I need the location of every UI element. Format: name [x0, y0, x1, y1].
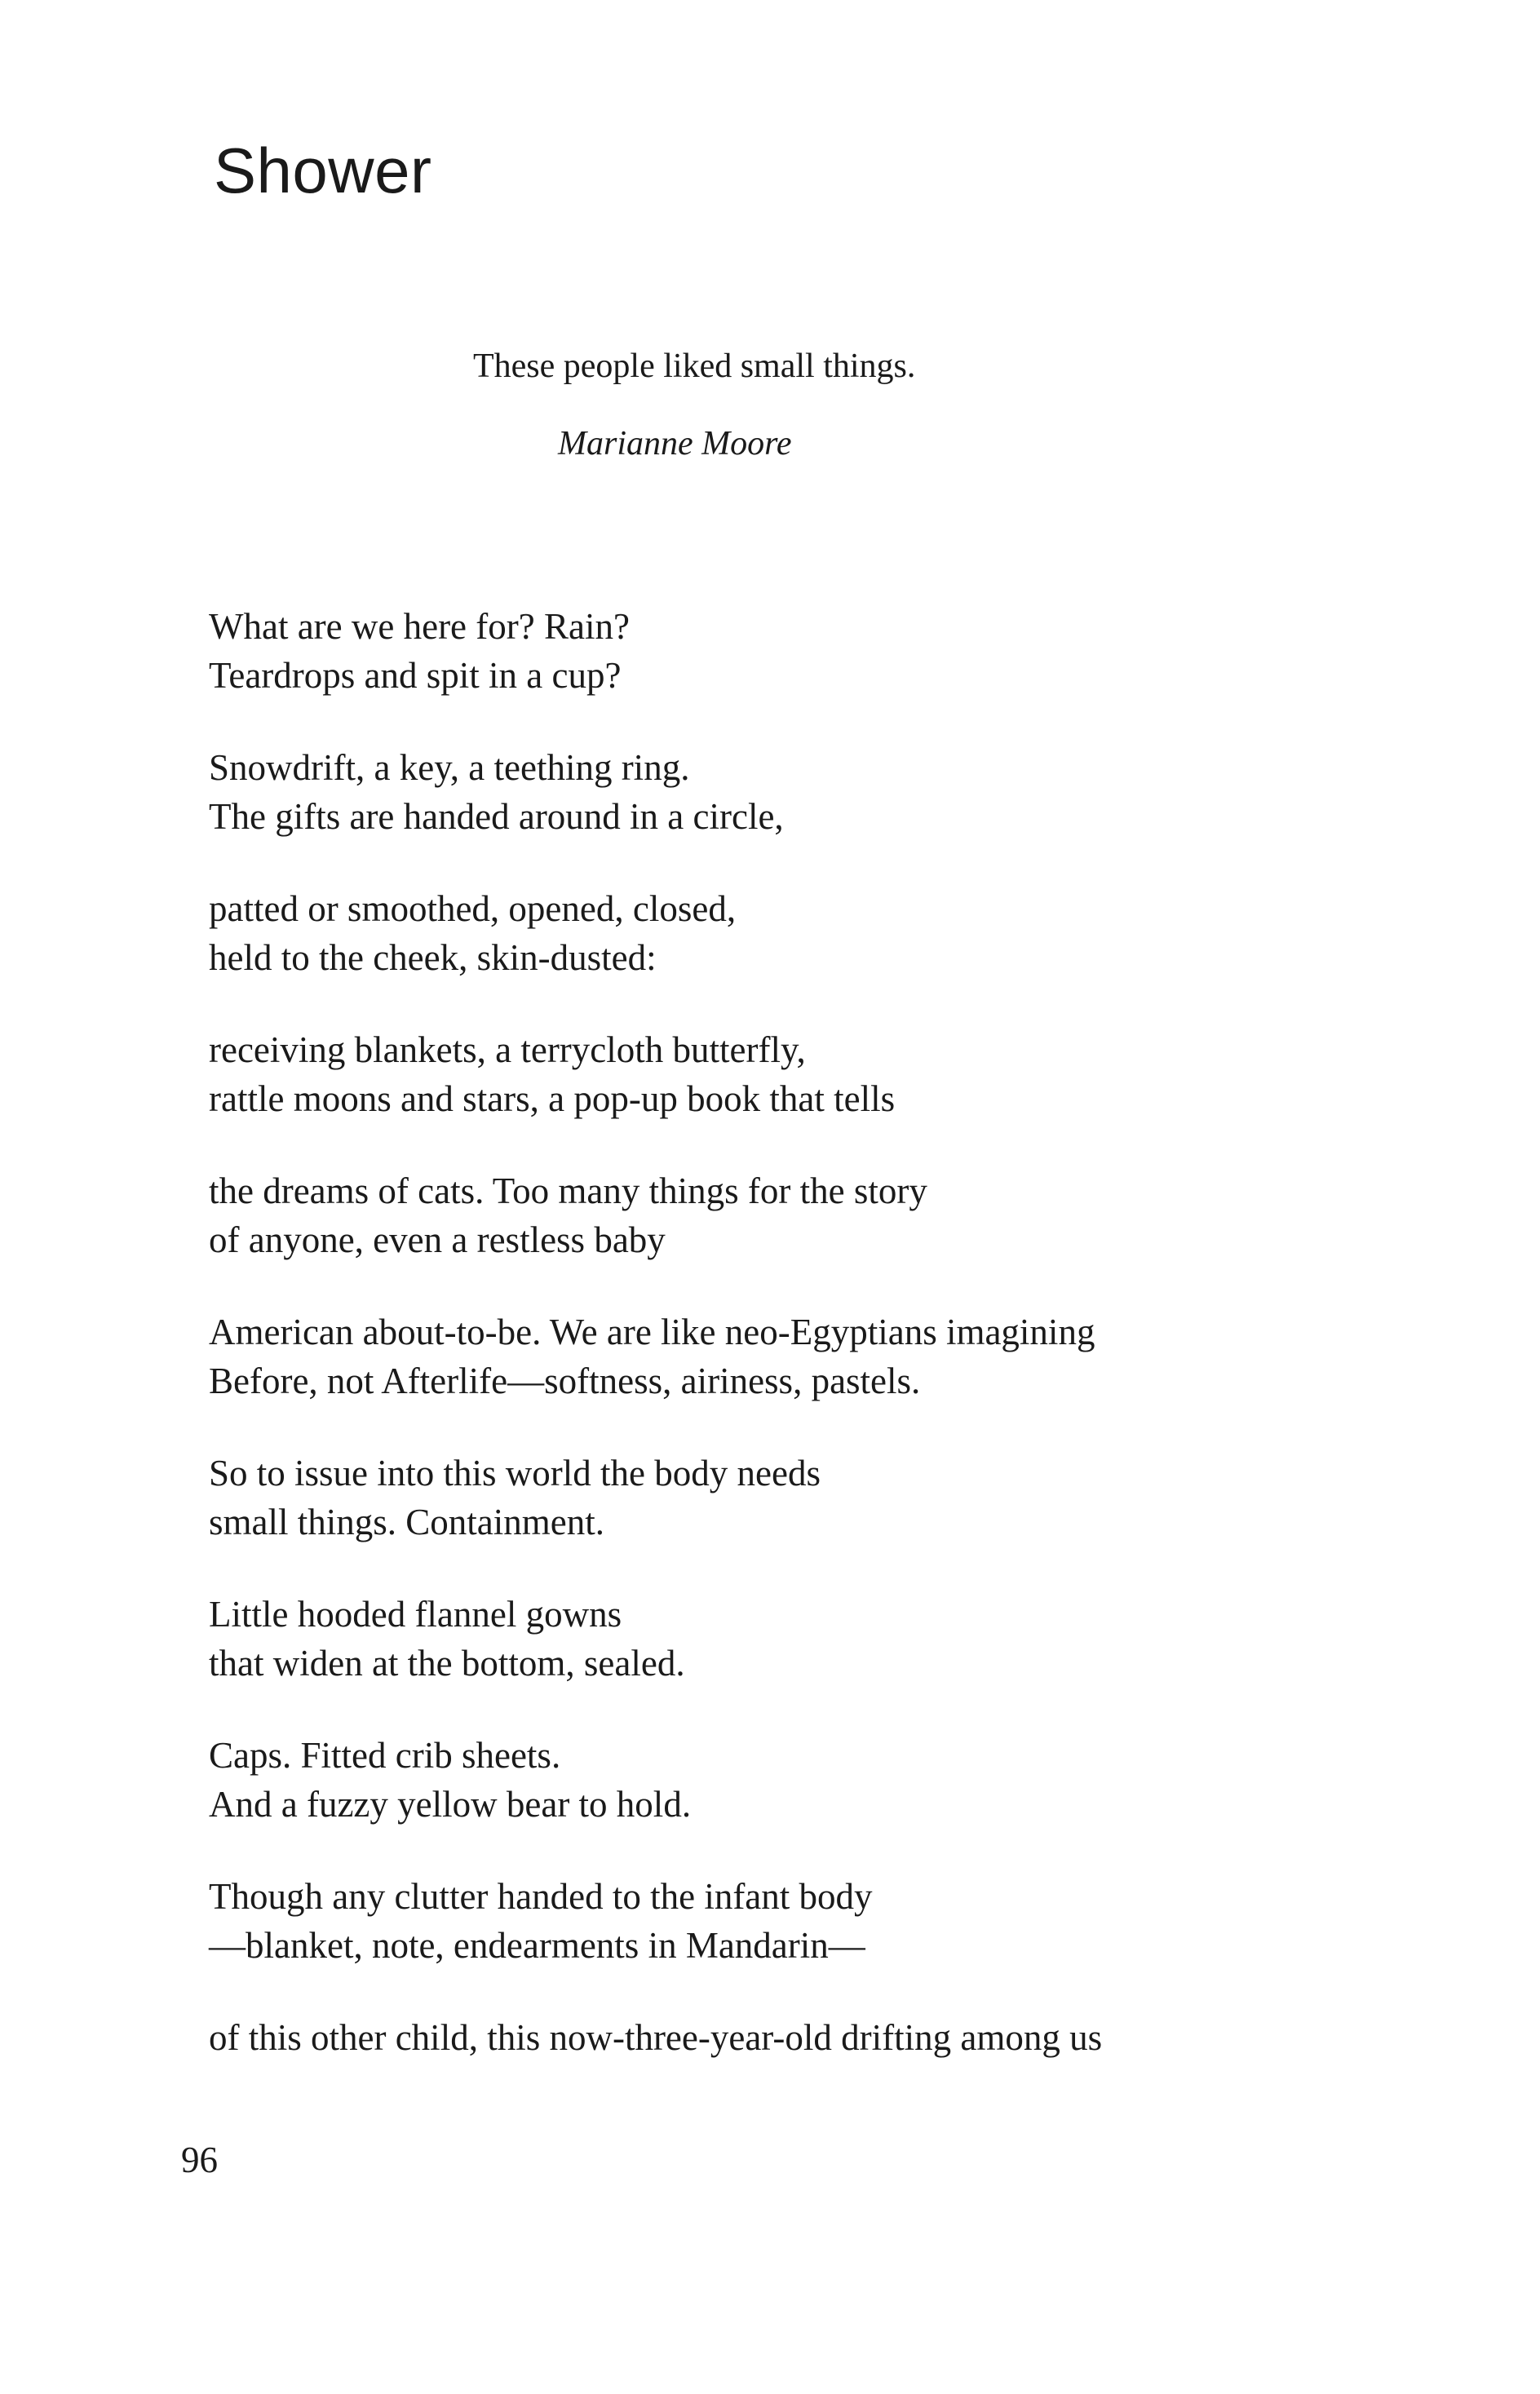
poem-line: And a fuzzy yellow bear to hold. [209, 1784, 692, 1825]
stanza [209, 884, 1481, 982]
poem-line: receiving blankets, a terrycloth butterfly, [209, 1029, 806, 1070]
poem-line: the dreams of cats. Too many things for the story [209, 1170, 927, 1211]
poem-line: —blanket, note, endearments in Mandarin— [209, 1925, 865, 1966]
stanza [209, 1166, 1481, 1264]
poem-line: of anyone, even a restless baby [209, 1219, 666, 1260]
poem-line: Teardrops and spit in a cup? [209, 655, 622, 696]
epigraph [473, 346, 915, 465]
poem-line: The gifts are handed around in a circle, [209, 796, 784, 837]
stanza [209, 1731, 1481, 1829]
poem-line: So to issue into this world the body needs [209, 1453, 821, 1493]
poem-line: that widen at the bottom, sealed. [209, 1643, 685, 1684]
stanza [209, 1308, 1481, 1405]
stanza [209, 1590, 1481, 1688]
page-number: 96 [181, 2140, 218, 2180]
poem-line: Little hooded flannel gowns [209, 1594, 622, 1635]
stanza [209, 743, 1481, 841]
stanza [209, 602, 1481, 700]
poem-line: held to the cheek, skin-dusted: [209, 937, 657, 978]
poem-line: rattle moons and stars, a pop-up book that tells [209, 1078, 896, 1119]
poem-body [209, 602, 1481, 2105]
poem-line: Before, not Afterlife—softness, airiness, pastels. [209, 1361, 921, 1401]
poem-line: small things. Containment. [209, 1502, 604, 1542]
stanza [209, 1872, 1481, 1970]
epigraph-author: Marianne Moore [558, 425, 792, 463]
poem-line: patted or smoothed, opened, closed, [209, 888, 737, 929]
poem-line: Snowdrift, a key, a teething ring. [209, 747, 690, 788]
poem-line: What are we here for? Rain? [209, 606, 630, 647]
epigraph-quote: These people liked small things. [473, 347, 916, 385]
poem-line: Though any clutter handed to the infant body [209, 1876, 873, 1917]
stanza [209, 1025, 1481, 1123]
stanza [209, 1449, 1481, 1547]
poem-line: of this other child, this now-three-year-old drifting among us [209, 2017, 1103, 2058]
poem-line: American about-to-be. We are like neo-Egyptians imagining [209, 1312, 1095, 1352]
poem-line: Caps. Fitted crib sheets. [209, 1735, 561, 1776]
poem-title: Shower [214, 135, 432, 206]
stanza [209, 2013, 1481, 2062]
